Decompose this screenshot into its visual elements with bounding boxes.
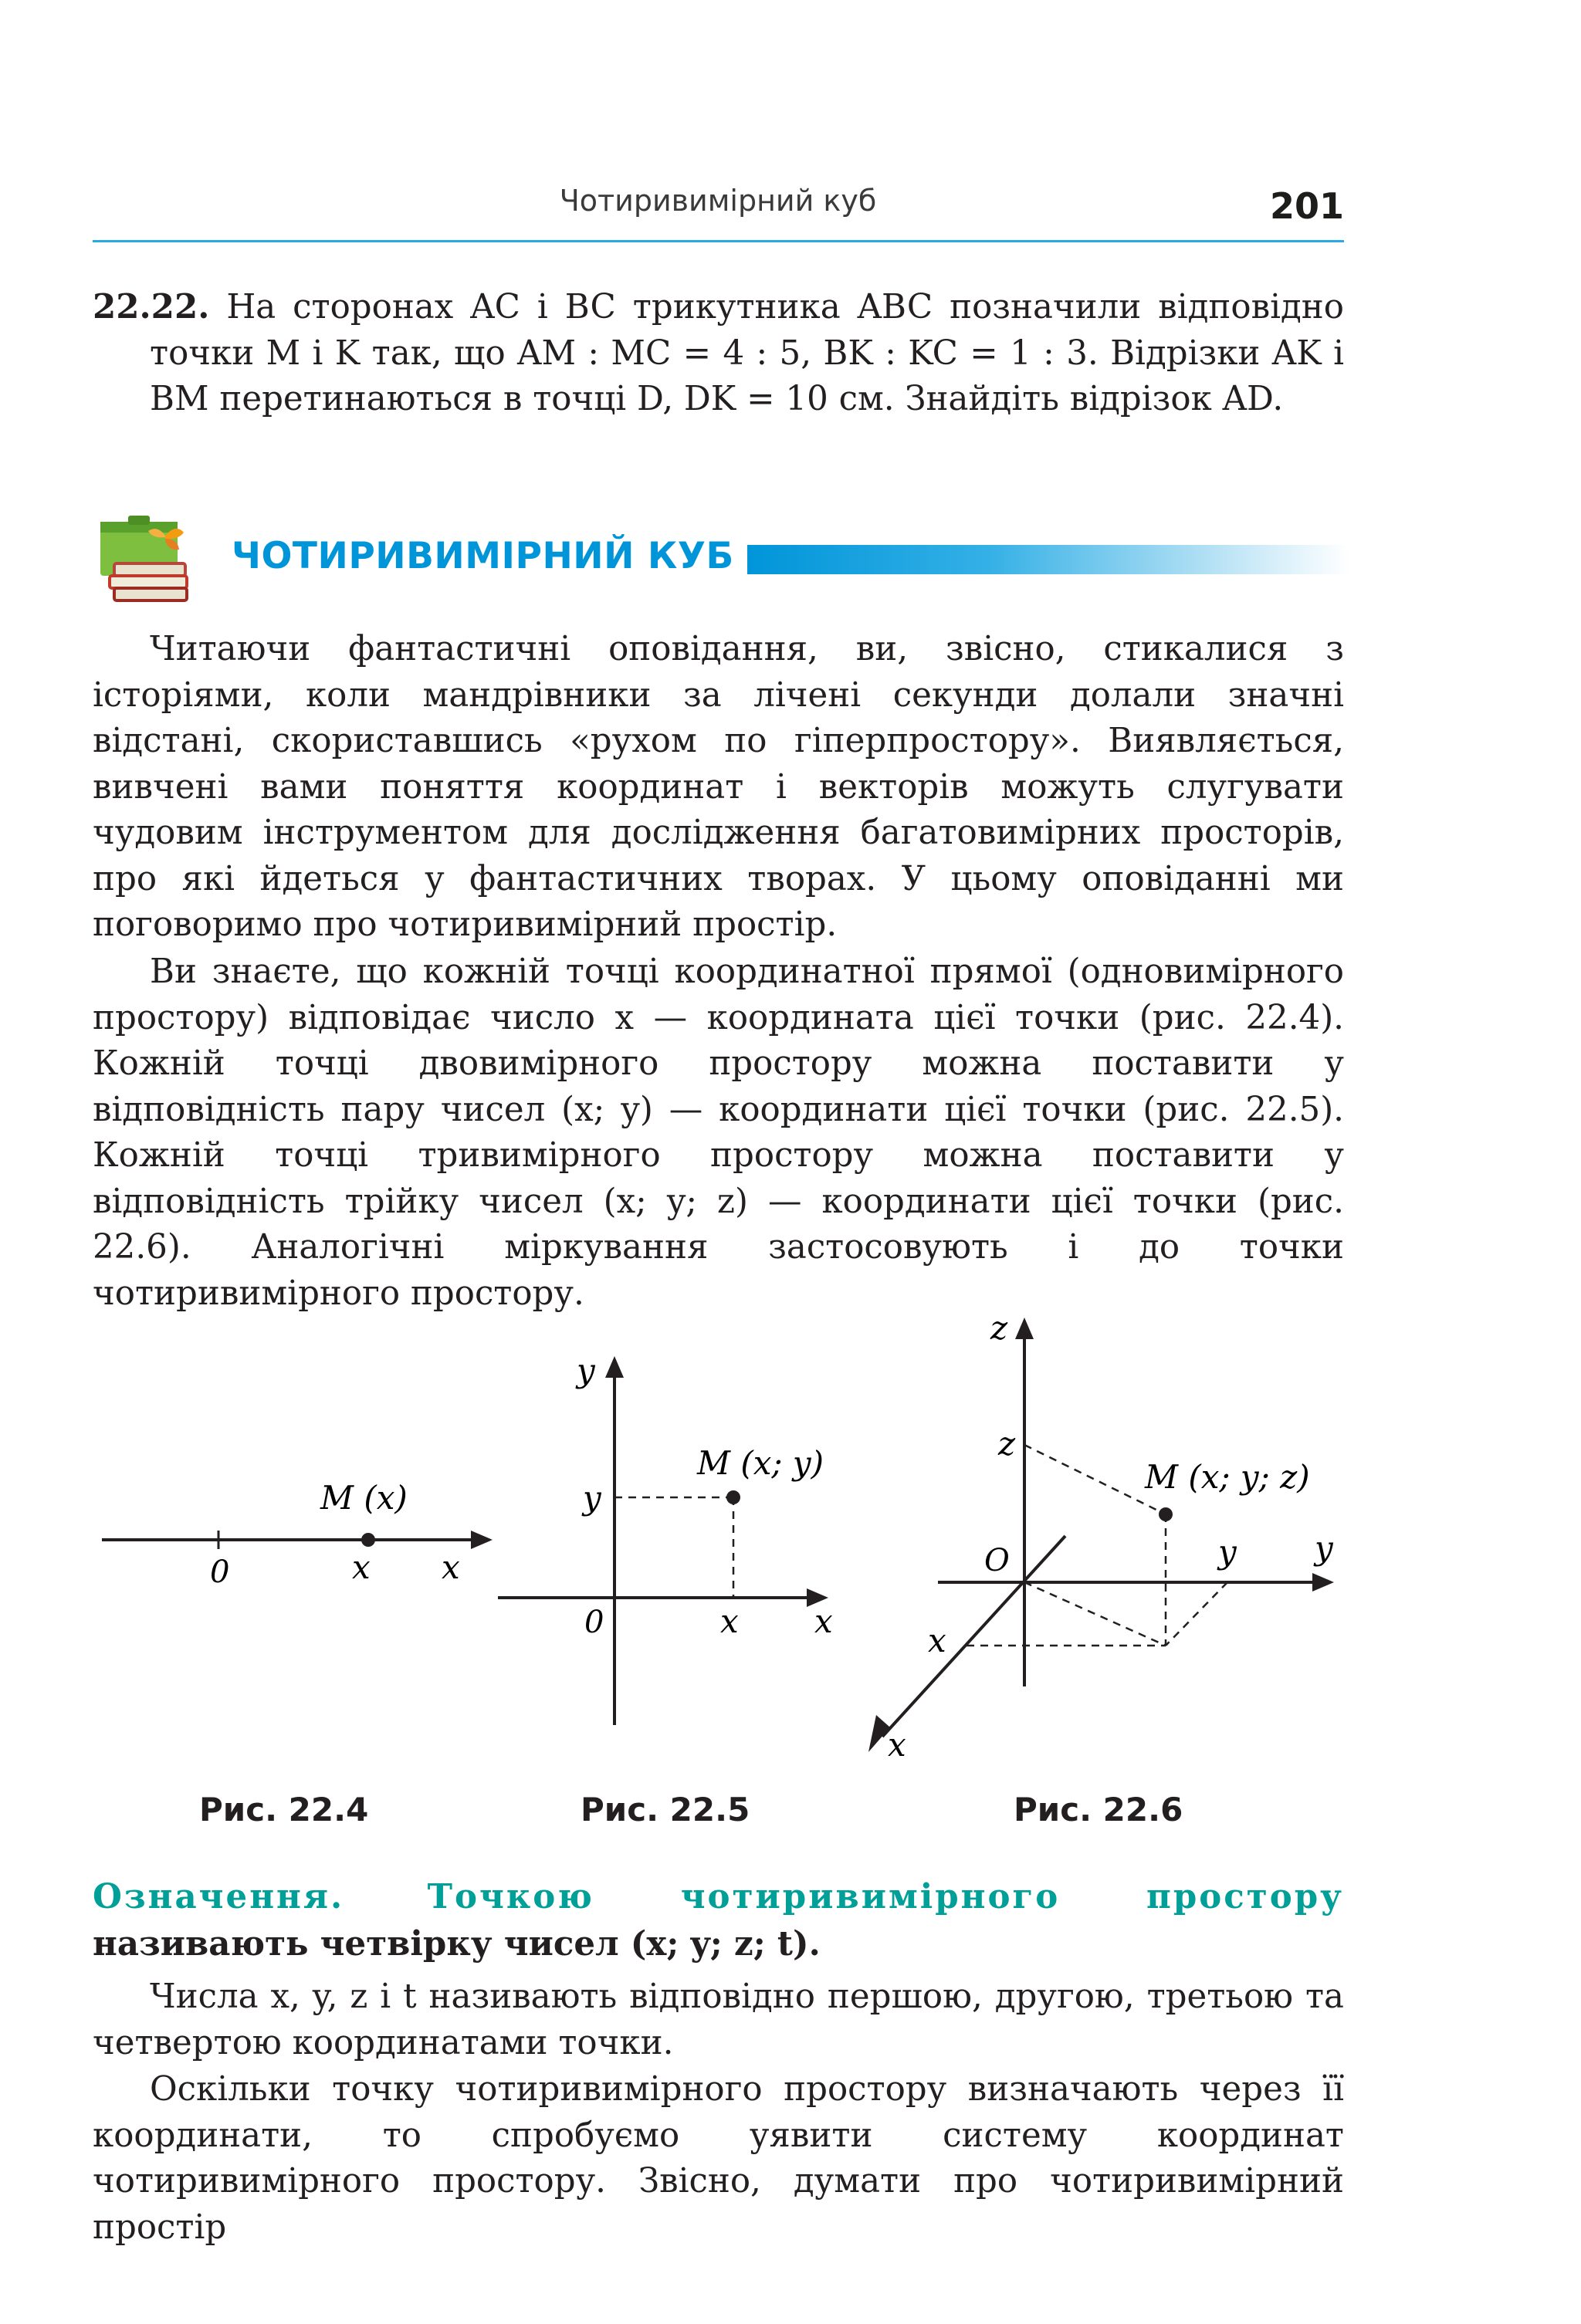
figure-22-4 (102, 1479, 493, 1590)
paragraph-intro: Читаючи фантастичні оповідання, ви, звісно, стикалися з історіями, коли мандрівники за лічені секунди долали значні відстані, скориставшись «рухом по гіперпростору». Виявляється, вивчені вами поняття координат і векторів можуть слугувати чудовим інструментом для дослідження багатовимірних просторів, про які йдеться у фантастичних творах. У цьому оповіданні ми поговоримо про чотиривимірний простір. (93, 630, 1344, 944)
fig1-tick-label: x (352, 1548, 371, 1586)
fig1-point-label: M (x) (320, 1479, 408, 1517)
fig3-dash-o-to-proj (1024, 1582, 1166, 1646)
paragraph-four-dim-system: Оскільки точку чотиривимірного простору визначають через її координати, то спробуємо уявити систему координат чотиривимірного простору. Звісно, думати про чотиривимірний простір (93, 2070, 1344, 2247)
figure-22-6 (868, 1309, 1334, 1764)
fig1-origin-label: 0 (210, 1554, 230, 1590)
caption-fig-22-5: Рис. 22.5 (581, 1791, 750, 1828)
paragraph-coordinates: Ви знаєте, що кожній точці координатної прямої (одновимірного простору) відповідає число x — координата цієї точки (рис. 22.4). Кожній точці двовимірного простору можна поставити у відповідність пару чисел (x; y) — координати цієї точки (рис. 22.5). Кожній точці тривимірного простору можна поставити у відповідність трійку чисел (x; y; z) — координати цієї точки (рис. 22.6). Аналогічні міркування застосовують і до точки чотиривимірного простору. (93, 952, 1344, 1313)
fig3-z-axis-label: z (990, 1309, 1008, 1347)
fig3-x-tick-label: x (928, 1622, 946, 1659)
fig3-y-tick-label: y (1218, 1533, 1237, 1571)
problem-text: На сторонах AC і BC трикутника ABC позначили відповідно точки M і K так, що AM : MC = 4 : 5, BK : KC = 1 : 3. Відрізки AK і BM перетинаються в точці D, DK = 10 см. Знайдіть відрізок AD. (150, 288, 1344, 418)
section-title: ЧОТИРИВИМІРНИЙ КУБ (232, 535, 734, 577)
fig3-x-axis (882, 1536, 1065, 1737)
definition-rest: називають четвірку чисел (x; y; z; t). (93, 1923, 821, 1964)
fig2-x-axis-label: x (814, 1602, 833, 1640)
fig3-y-axis-label: y (1315, 1529, 1333, 1567)
definition-label: Означення. (93, 1877, 345, 1916)
fig3-dash-y-to-proj (1166, 1582, 1227, 1646)
fig3-point-label: M (x; y; z) (1145, 1458, 1310, 1496)
paragraph-coordinate-names: Числа x, y, z і t називають відповідно першою, другою, третьою та четвертою координатами точки. (93, 1977, 1344, 2062)
page-number: 201 (1269, 185, 1344, 227)
caption-fig-22-6: Рис. 22.6 (1014, 1791, 1183, 1828)
fig3-x-axis-label: x (888, 1726, 906, 1764)
fig3-y-arrowhead (1312, 1573, 1334, 1592)
fig2-y-arrowhead (605, 1356, 624, 1378)
fig3-origin-label: O (984, 1543, 1010, 1578)
caption-fig-22-4: Рис. 22.4 (199, 1791, 369, 1828)
definition-term: Точкою чотиривимірного простору (427, 1877, 1345, 1916)
fig2-y-tick-label: y (583, 1479, 601, 1517)
fig2-point-m (726, 1490, 740, 1504)
fig3-z-arrowhead (1015, 1318, 1034, 1339)
fig2-y-axis-label: y (577, 1351, 595, 1389)
fig2-origin-label: 0 (584, 1605, 604, 1640)
fig1-axis-label: x (442, 1548, 460, 1586)
definition (93, 1874, 1344, 1967)
fig1-point-m (361, 1533, 375, 1547)
running-title: Чотиривимірний куб (559, 184, 877, 218)
fig2-x-tick-label: x (720, 1602, 739, 1640)
fig3-z-tick-label: z (998, 1425, 1016, 1463)
fig2-point-label: M (x; y) (697, 1444, 824, 1482)
fig1-arrowhead (471, 1531, 493, 1549)
figure-22-5 (498, 1351, 833, 1725)
problem-number: 22.22. (93, 287, 210, 326)
fig3-point-m (1159, 1507, 1173, 1521)
